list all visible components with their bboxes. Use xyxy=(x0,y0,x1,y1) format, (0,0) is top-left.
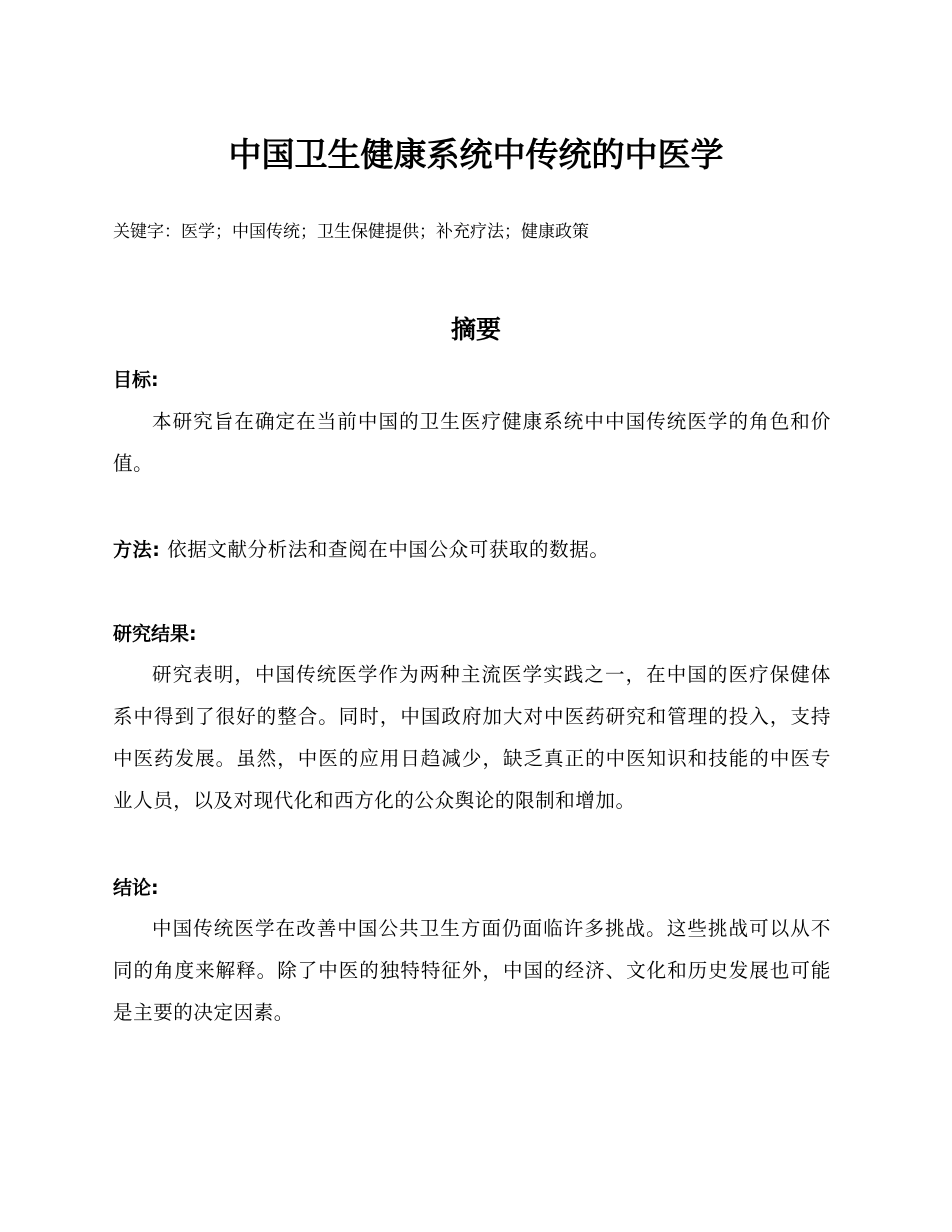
method-line xyxy=(113,536,609,564)
conclusion-label: 结论: xyxy=(113,877,159,899)
objective-label: 目标: xyxy=(113,369,159,391)
objective-text: 本研究旨在确定在当前中国的卫生医疗健康系统中中国传统医学的角色和价值。 xyxy=(113,410,831,475)
conclusion-text: 中国传统医学在改善中国公共卫生方面仍面临许多挑战。这些挑战可以从不同的角度来解释。除了中医的独特特征外，中国的经济、文化和历史发展也可能是主要的决定因素。 xyxy=(113,917,831,1024)
document-title: 中国卫生健康系统中传统的中医学 xyxy=(228,135,724,174)
results-label: 研究结果: xyxy=(113,623,197,645)
method-label: 方法: xyxy=(113,539,161,561)
results-text: 研究表明，中国传统医学作为两种主流医学实践之一，在中国的医疗保健体系中得到了很好的整合。同时，中国政府加大对中医药研究和管理的投入，支持中医药发展。虽然，中医的应用日趋减少，缺乏真正的中医知识和技能的中医专业人员，以及对现代化和西方化的公众舆论的限制和增加。 xyxy=(113,663,831,812)
keywords-line: 关键字：医学；中国传统；卫生保健提供；补充疗法；健康政策 xyxy=(113,222,589,242)
method-text: 依据文献分析法和查阅在中国公众可获取的数据。 xyxy=(167,538,610,561)
abstract-heading: 摘要 xyxy=(450,315,501,344)
